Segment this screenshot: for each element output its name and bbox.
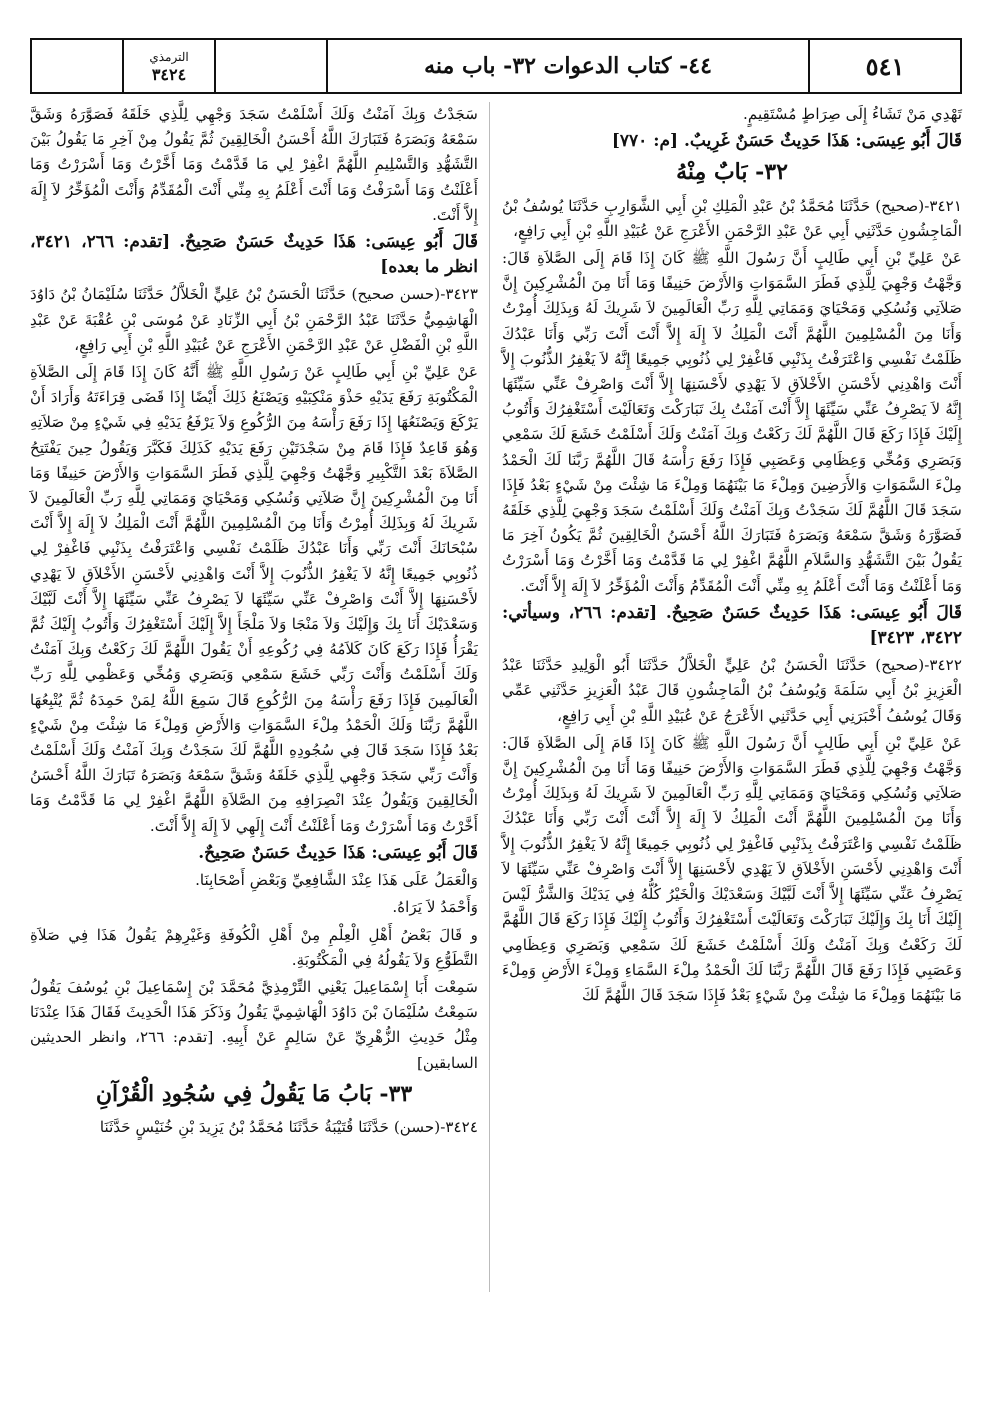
hadith-paragraph: عَنْ عَلِيِّ بْنِ أَبِي طَالِبٍ أَنَّ رَسُولَ اللَّهِ ﷺ كَانَ إِذَا قَامَ إِلَى الصَّلاَةِ قَالَ: وَجَّهْتُ وَجْهِيَ لِلَّذِي فَطَرَ السَّمَوَاتِ وَالأَرْضَ حَنِيفًا وَمَا أَنَا مِنَ الْمُشْرِكِينَ إِنَّ صَلاَتِي وَنُسُكِي وَمَحْيَايَ وَمَمَاتِي لِلَّهِ رَبِّ الْعَالَمِينَ لاَ شَرِيكَ لَهُ وَبِذَلِكَ أُمِرْتُ وَأَنَا مِنَ الْمُسْلِمِينَ اللَّهُمَّ أَنْتَ الْمَلِكُ لاَ إِلَهَ إِلاَّ أَنْتَ أَنْتَ رَبِّي وَأَنَا عَبْدُكَ ظَلَمْتُ نَفْسِي وَاعْتَرَفْتُ بِذَنْبِي فَاغْفِرْ لِي ذُنُوبِي جَمِيعًا إِنَّهُ لاَ يَغْفِرُ الذُّنُوبَ إِلاَّ أَنْتَ وَاهْدِنِي لأَحْسَنِ الأَخْلاَقِ لاَ يَهْدِي لأَحْسَنِهَا إِلاَّ أَنْتَ وَاصْرِفْ عَنِّي سَيِّئَهَا إِنَّهُ لاَ يَصْرِفُ عَنِّي سَيِّئَهَا إِلاَّ أَنْتَ آمَنْتُ بِكَ تَبَارَكْتَ وَتَعَالَيْتَ أَسْتَغْفِرُكَ وَأَتُوبُ إِلَيْكَ فَإِذَا رَكَعَ قَالَ اللَّهُمَّ لَكَ رَكَعْتُ وَبِكَ آمَنْتُ وَلَكَ أَسْلَمْتُ خَشَعَ لَكَ سَمْعِي وَبَصَرِي وَمُخِّي وَعِظَامِي وَعَصَبِي فَإِذَا رَفَعَ رَأْسَهُ قَالَ اللَّهُمَّ رَبَّنَا لَكَ الْحَمْدُ مِلْءَ السَّمَوَاتِ وَالأَرَضِينَ وَمِلْءَ مَا بَيْنَهُمَا وَمِلْءَ مَا شِئْتَ مِنْ شَيْءٍ بَعْدُ فَإِذَا سَجَدَ قَالَ اللَّهُمَّ لَكَ سَجَدْتُ وَبِكَ آمَنْتُ وَلَكَ أَسْلَمْتُ سَجَدَ وَجْهِيَ لِلَّذِي خَلَقَهُ فَصَوَّرَهُ وَشَقَّ سَمْعَهُ وَبَصَرَهُ فَتَبَارَكَ اللَّهُ أَحْسَنُ الْخَالِقِينَ ثُمَّ يَكُونُ آخِرَ مَا يَقُولُ بَيْنَ التَّشَهُّدِ وَالسَّلاَمِ اللَّهُمَّ اغْفِرْ لِي مَا قَدَّمْتُ وَمَا أَخَّرْتُ وَمَا أَسْرَرْتُ وَمَا أَعْلَنْتُ وَمَا أَنْتَ أَعْلَمُ بِهِ مِنِّي أَنْتَ الْمُقَدِّمُ وَأَنْتَ الْمُؤَخِّرُ لاَ إِلَهَ إِلاَّ أَنْتَ. [502,249,962,595]
page-header [30,38,962,94]
grading-statement: قَالَ أَبُو عِيسَى: هَذَا حَدِيثٌ حَسَنٌ صَحِيحٌ. [تقدم: ٢٦٦، ٣٤٢١، انظر ما بعده] [30,232,478,278]
hadith-paragraph: عَنْ عَلِيِّ بْنِ أَبِي طَالِبٍ عَنْ رَسُولِ اللَّهِ ﷺ أَنَّهُ كَانَ إِذَا قَامَ إِلَى الصَّلاَةِ الْمَكْتُوبَةِ رَفَعَ يَدَيْهِ حَذْوَ مَنْكِبَيْهِ وَيَصْنَعُ ذَلِكَ أَيْضًا إِذَا قَضَى قِرَاءَتَهُ وَأَرَادَ أَنْ يَرْكَعَ وَيَصْنَعُهَا إِذَا رَفَعَ رَأْسَهُ مِنَ الرُّكُوعِ وَلاَ يَرْفَعُ يَدَيْهِ فِي شَيْءٍ مِنْ صَلاَتِهِ وَهُوَ قَاعِدٌ فَإِذَا قَامَ مِنْ سَجْدَتَيْنِ رَفَعَ يَدَيْهِ كَذَلِكَ فَكَبَّرَ وَيَقُولُ حِينَ يَفْتَتِحُ الصَّلاَةَ بَعْدَ التَّكْبِيرِ وَجَّهْتُ وَجْهِيَ لِلَّذِي فَطَرَ السَّمَوَاتِ وَالأَرْضَ حَنِيفًا وَمَا أَنَا مِنَ الْمُشْرِكِينَ إِنَّ صَلاَتِي وَنُسُكِي وَمَحْيَايَ وَمَمَاتِي لِلَّهِ رَبِّ الْعَالَمِينَ لاَ شَرِيكَ لَهُ وَبِذَلِكَ أُمِرْتُ وَأَنَا مِنَ الْمُسْلِمِينَ اللَّهُمَّ أَنْتَ الْمَلِكُ لاَ إِلَهَ إِلاَّ أَنْتَ سُبْحَانَكَ أَنْتَ رَبِّي وَأَنَا عَبْدُكَ ظَلَمْتُ نَفْسِي وَاعْتَرَفْتُ بِذَنْبِي فَاغْفِرْ لِي ذُنُوبِي جَمِيعًا إِنَّهُ لاَ يَغْفِرُ الذُّنُوبَ إِلاَّ أَنْتَ وَاهْدِنِي لأَحْسَنِ الأَخْلاَقِ لاَ يَهْدِي لأَحْسَنِهَا إِلاَّ أَنْتَ وَاصْرِفْ عَنِّي سَيِّئَهَا لاَ يَصْرِفُ عَنِّي سَيِّئَهَا إِلاَّ أَنْتَ لَبَّيْكَ وَسَعْدَيْكَ أَنَا بِكَ وَإِلَيْكَ وَلاَ مَنْجَا وَلاَ مَلْجَأَ إِلاَّ إِلَيْكَ أَسْتَغْفِرُكَ وَأَتُوبُ إِلَيْكَ ثُمَّ يَقْرَأُ فَإِذَا رَكَعَ كَانَ كَلاَمُهُ فِي رُكُوعِهِ أَنْ يَقُولَ اللَّهُمَّ لَكَ رَكَعْتُ وَبِكَ آمَنْتُ وَلَكَ أَسْلَمْتُ وَأَنْتَ رَبِّي خَشَعَ سَمْعِي وَبَصَرِي وَمُخِّي وَعَظْمِي لِلَّهِ رَبِّ الْعَالَمِينَ فَإِذَا رَفَعَ رَأْسَهُ مِنَ الرُّكُوعِ قَالَ سَمِعَ اللَّهُ لِمَنْ حَمِدَهُ ثُمَّ يُتْبِعُهَا اللَّهُمَّ رَبَّنَا وَلَكَ الْحَمْدُ مِلْءَ السَّمَوَاتِ وَالأَرْضِ وَمِلْءَ مَا شِئْتَ مِنْ شَيْءٍ بَعْدُ فَإِذَا سَجَدَ قَالَ فِي سُجُودِهِ اللَّهُمَّ لَكَ سَجَدْتُ وَبِكَ آمَنْتُ وَلَكَ أَسْلَمْتُ وَأَنْتَ رَبِّي سَجَدَ وَجْهِي لِلَّذِي خَلَقَهُ وَشَقَّ سَمْعَهُ وَبَصَرَهُ تَبَارَكَ اللَّهُ أَحْسَنُ الْخَالِقِينَ وَيَقُولُ عِنْدَ انْصِرَافِهِ مِنَ الصَّلاَةِ اللَّهُمَّ اغْفِرْ لِي مَا قَدَّمْتُ وَمَا أَخَّرْتُ وَمَا أَسْرَرْتُ وَمَا أَعْلَنْتُ أَنْتَ إِلَهِي لاَ إِلَهَ إِلاَّ أَنْتَ. [30,363,478,835]
grading-statement: قَالَ أَبُو عِيسَى: هَذَا حَدِيثٌ حَسَنٌ صَحِيحٌ. [تقدم: ٢٦٦، وسيأتي: ٣٤٢٢، ٣٤٢٣] [502,602,962,649]
grading-statement: قَالَ أَبُو عِيسَى: هَذَا حَدِيثٌ حَسَنٌ صَحِيحٌ. [198,842,478,863]
hadith-paragraph: و قَالَ بَعْضُ أَهْلِ الْعِلْمِ مِنْ أَهْلِ الْكُوفَةِ وَغَيْرِهِمْ يَقُولُ هَذَا فِي صَلاَةِ التَّطَوُّعِ وَلاَ يَقُولُهُ فِي الْمَكْتُوبَةِ. [30,925,478,969]
hadith-paragraph: وَأَحْمَدُ لاَ يَرَاهُ. [392,898,478,917]
left-text-column [30,102,478,1142]
hadith-paragraph: ٣٤٢٢-(صحيح) حَدَّثَنَا الْحَسَنُ بْنُ عَلِيٍّ الْخَلاَّلُ حَدَّثَنَا أَبُو الْوَلِيدِ حَدَّثَنَا عَبْدُ الْعَزِيزِ بْنُ أَبِي سَلَمَةَ وَيُوسُفُ بْنُ الْمَاجِشُونِ قَالَ عَبْدُ الْعَزِيزِ حَدَّثَنِي عَمِّي وَقَالَ يُوسُفُ أَخْبَرَنِي أَبِي حَدَّثَنِي الأَعْرَجُ عَنْ عُبَيْدِ اللَّهِ بْنِ أَبِي رَافِعٍ، [502,656,962,725]
hadith-paragraph: سَمِعْت أَبَا إِسْمَاعِيلَ يَعْنِي التِّرْمِذِيَّ مُحَمَّدَ بْنَ إِسْمَاعِيلَ بْنِ يُوسُفَ يَقُولُ سَمِعْتُ سُلَيْمَانَ بْنَ دَاوُدَ الْهَاشِمِيَّ يَقُولُ وَذَكَرَ هَذَا الْحَدِيثَ فَقَالَ هَذَا عِنْدَنَا مِثْلُ حَدِيثِ الزُّهْرِيِّ عَنْ سَالِمٍ عَنْ أَبِيهِ. [تقدم: ٢٦٦، وانظر الحديثين السابقين] [30,977,478,1072]
hadith-paragraph: وَالْعَمَلُ عَلَى هَذَا عِنْدَ الشَّافِعِيِّ وَبَعْضِ أَصْحَابِنَا. [195,871,478,890]
right-text-column [502,102,962,1010]
hadith-reference-number: ٣٤٢٤ [151,65,187,84]
hadith-paragraph: ٣٤٢٣-(حسن صحيح) حَدَّثَنَا الْحَسَنُ بْنُ عَلِيٍّ الْخَلاَّلُ حَدَّثَنَا سُلَيْمَانُ بْنُ دَاوُدَ الْهَاشِمِيُّ حَدَّثَنَا عَبْدُ الرَّحْمَنِ بْنُ أَبِي الزِّنَادِ عَنْ مُوسَى بْنِ عُقْبَةَ عَنْ عَبْدِ اللَّهِ بْنِ الْفَضْلِ عَنْ عَبْدِ الرَّحْمَنِ الأَعْرَجِ عَنْ عُبَيْدِ اللَّهِ بْنِ أَبِي رَافِعٍ، [30,285,478,354]
header-blank-cell [214,40,326,92]
page-number: ٥٤١ [808,40,960,92]
section-heading: ٣٢- بَابٌ مِنْهُ [676,159,788,186]
hadith-paragraph: تَهْدِي مَنْ تَشَاءُ إِلَى صِرَاطٍ مُسْتَقِيمٍ. [743,105,962,123]
book-page [30,30,962,1370]
hadith-paragraph: ٣٤٢٤-(حسن) حَدَّثَنَا قُتَيْبَةُ حَدَّثَنَا مُحَمَّدُ بْنُ يَزِيدَ بْنِ خُنَيْسٍ حَدَّثَنَا [99,1117,478,1136]
column-divider [489,102,490,1292]
hadith-reference-box [122,40,214,92]
section-heading: ٣٣- بَابُ مَا يَقُولُ فِي سُجُودِ الْقُرْآنِ [95,1080,413,1107]
hadith-paragraph: ٣٤٢١-(صحيح) حَدَّثَنَا مُحَمَّدُ بْنُ عَبْدِ الْمَلِكِ بْنِ أَبِي الشَّوَارِبِ حَدَّثَنَا يُوسُفُ بْنُ الْمَاجِشُونِ حَدَّثَنِي أَبِي عَنْ عَبْدِ الرَّحْمَنِ الأَعْرَجِ عَنْ عُبَيْدِ اللَّهِ بْنِ أَبِي رَافِعٍ، [502,196,962,240]
hadith-paragraph: سَجَدْتُ وَبِكَ آمَنْتُ وَلَكَ أَسْلَمْتُ سَجَدَ وَجْهِي لِلَّذِي خَلَقَهُ فَصَوَّرَهُ وَشَقَّ سَمْعَهُ وَبَصَرَهُ فَتَبَارَكَ اللَّهُ أَحْسَنُ الْخَالِقِينَ ثُمَّ يَقُولُ مِنْ آخِرِ مَا يَقُولُ بَيْنَ التَّشَهُّدِ وَالتَّسْلِيمِ اللَّهُمَّ اغْفِرْ لِي مَا قَدَّمْتُ وَمَا أَخَّرْتُ وَمَا أَسْرَرْتُ وَمَا أَعْلَنْتُ وَمَا أَسْرَفْتُ وَمَا أَنْتَ أَعْلَمُ بِهِ مِنِّي أَنْتَ الْمُقَدِّمُ وَأَنْتَ الْمُؤَخِّرُ لاَ إِلَهَ إِلاَّ أَنْتَ. [30,105,478,224]
chapter-title: ٤٤- كتاب الدعوات ٣٢- باب منه [326,40,808,92]
hadith-paragraph: عَنْ عَلِيِّ بْنِ أَبِي طَالِبٍ أَنَّ رَسُولَ اللَّهِ ﷺ كَانَ إِذَا قَامَ إِلَى الصَّلاَةِ قَالَ: وَجَّهْتُ وَجْهِيَ لِلَّذِي فَطَرَ السَّمَوَاتِ وَالأَرْضَ حَنِيفًا وَمَا أَنَا مِنَ الْمُشْرِكِينَ إِنَّ صَلاَتِي وَنُسُكِي وَمَحْيَايَ وَمَمَاتِي لِلَّهِ رَبِّ الْعَالَمِينَ لاَ شَرِيكَ لَهُ وَبِذَلِكَ أُمِرْتُ وَأَنَا مِنَ الْمُسْلِمِينَ اللَّهُمَّ أَنْتَ الْمَلِكُ لاَ إِلَهَ إِلاَّ أَنْتَ أَنْتَ رَبِّي وَأَنَا عَبْدُكَ ظَلَمْتُ نَفْسِي وَاعْتَرَفْتُ بِذَنْبِي فَاغْفِرْ لِي ذُنُوبِي جَمِيعًا إِنَّهُ لاَ يَغْفِرُ الذُّنُوبَ إِلاَّ أَنْتَ وَاهْدِنِي لأَحْسَنِ الأَخْلاَقِ لاَ يَهْدِي لأَحْسَنِهَا إِلاَّ أَنْتَ وَاصْرِفْ عَنِّي سَيِّئَهَا لاَ يَصْرِفُ عَنِّي سَيِّئَهَا إِلاَّ أَنْتَ لَبَّيْكَ وَسَعْدَيْكَ وَالْخَيْرُ كُلُّهُ فِي يَدَيْكَ وَالشَّرُّ لَيْسَ إِلَيْكَ أَنَا بِكَ وَإِلَيْكَ تَبَارَكْتَ وَتَعَالَيْتَ أَسْتَغْفِرُكَ وَأَتُوبُ إِلَيْكَ فَإِذَا رَكَعَ قَالَ اللَّهُمَّ لَكَ رَكَعْتُ وَبِكَ آمَنْتُ وَلَكَ أَسْلَمْتُ خَشَعَ لَكَ سَمْعِي وَبَصَرِي وَعِظَامِي وَعَصَبِي فَإِذَا رَفَعَ قَالَ اللَّهُمَّ رَبَّنَا لَكَ الْحَمْدُ مِلْءَ السَّمَاءِ وَمِلْءَ الأَرْضِ وَمِلْءَ مَا بَيْنَهُمَا وَمِلْءَ مَا شِئْتَ مِنْ شَيْءٍ بَعْدُ فَإِذَا سَجَدَ قَالَ اللَّهُمَّ لَكَ [502,733,962,1004]
header-blank-cell-left [32,40,122,92]
book-name: الترمذي [149,50,189,64]
grading-statement: قَالَ أَبُو عِيسَى: هَذَا حَدِيثٌ حَسَنٌ غَرِيبٌ. [م: ٧٧٠] [611,131,962,152]
